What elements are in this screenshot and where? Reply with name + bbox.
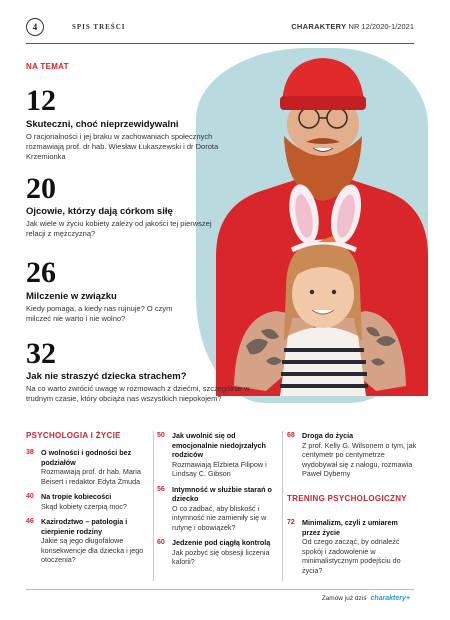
- column-divider: [282, 431, 283, 581]
- toc-entry[interactable]: [287, 518, 417, 575]
- feature-title[interactable]: Skuteczni, choć nieprzewidywalni: [26, 119, 179, 130]
- toc-column-3: [287, 431, 417, 485]
- entry-description: O co zadbać, aby bliskość i intymność nie zamieniły się w rutynę i obowiązek?: [172, 503, 267, 532]
- feature-description: Kiedy pomaga, a kiedy nas rujnuje? O czym milczeć nie warto i nie wolno?: [26, 304, 173, 323]
- entry-title: Minimalizm, czyli z umiarem przez życie: [302, 518, 398, 537]
- feature-title[interactable]: Milczenie w związku: [26, 291, 117, 302]
- entry-title: Na tropie kobiecości: [41, 492, 112, 501]
- entry-page-number: 60: [157, 539, 165, 546]
- feature-page-number: 12: [26, 84, 56, 117]
- feature-title[interactable]: Jak nie straszyć dziecka strachem?: [26, 371, 187, 382]
- section-label-psychologia: PSYCHOLOGIA I ŻYCIE: [26, 431, 121, 440]
- entry-title: Jedzenie pod ciągłą kontrolą: [172, 538, 271, 547]
- entry-page-number: 46: [26, 518, 34, 525]
- column-divider: [153, 431, 154, 581]
- entry-description: Jakie są jego długofalowe konsekwencje dla dziecka i jego otoczenia?: [41, 536, 144, 564]
- entry-page-number: 50: [157, 432, 165, 439]
- section-title: SPIS TREŚCI: [72, 23, 126, 31]
- entry-description: Z prof. Kelly G. Wilsonem o tym, jak centymetr po centymetrze wydobywał się z nałogu, rozmawia Paweł Dyberny: [302, 440, 417, 478]
- entry-title: Jak uwolnić się od emocjonalnie niedojrzałych rodziców: [172, 431, 266, 459]
- entry-page-number: 72: [287, 519, 295, 526]
- feature-description: O racjonalności i jej braku w zachowaniach społecznych rozmawiają prof. dr hab. Wiesław Łukaszewski i dr Dorota Krzemionka: [26, 132, 219, 161]
- entry-title: O wolności i godności bez podziałów: [41, 448, 132, 467]
- entry-description: Od czego zacząć, by odnaleźć spokój i zadowolenie w minimalistycznym podejściu do życia?: [302, 537, 401, 575]
- feature-description: Na co warto zwrócić uwagę w rozmowach z dziećmi, szczególnie w trudnym czasie, który obciąża nas wszystkich niepokojem?: [26, 384, 250, 403]
- toc-entry[interactable]: [26, 448, 148, 486]
- entry-title: Intymność w służbie starań o dziecko: [172, 484, 272, 503]
- feature-title[interactable]: Ojcowie, którzy dają córkom siłę: [26, 206, 173, 217]
- toc-entry[interactable]: [26, 492, 148, 511]
- entry-page-number: 40: [26, 493, 34, 500]
- hero-photo-father-daughter: [206, 56, 430, 396]
- entry-page-number: 38: [26, 449, 34, 456]
- feature-page-number: 20: [26, 172, 56, 205]
- toc-entry[interactable]: [157, 538, 277, 567]
- feature-page-number: 32: [26, 337, 56, 370]
- feature-page-number: 26: [26, 256, 56, 289]
- toc-entry[interactable]: [26, 517, 148, 565]
- issue-number: NR 12/2020-1/2021: [348, 22, 414, 31]
- entry-title: Kazirodztwo – patologia i cierpienie rodziny: [41, 517, 128, 536]
- toc-column-2: [157, 431, 277, 573]
- footer-divider: [26, 589, 414, 590]
- entry-page-number: 56: [157, 485, 165, 493]
- header-divider: [26, 43, 414, 44]
- entry-description: Skąd kobiety czerpią moc?: [41, 501, 127, 511]
- toc-entry[interactable]: [287, 431, 417, 479]
- entry-title: Droga do życia: [302, 431, 354, 440]
- page-number: 4: [26, 18, 44, 36]
- toc-entry[interactable]: [157, 431, 277, 479]
- entry-description: Rozmawiają Elżbieta Filipow i Lindsay C. Gibson: [172, 459, 267, 478]
- toc-column-1: [26, 448, 148, 571]
- brand-logo[interactable]: charaktery+: [370, 595, 410, 602]
- entry-description: Rozmawiają prof. dr hab. Maria Beisert i redaktor Edyta Żmuda: [41, 467, 141, 486]
- entry-page-number: 68: [287, 432, 295, 439]
- feature-description: Jak wiele w życiu kobiety zależy od jakości tej pierwszej relacji z mężczyzną?: [26, 219, 212, 238]
- toc-entry[interactable]: [157, 485, 277, 533]
- entry-description: Jak pozbyć się obsesji liczenia kalorii?: [172, 547, 270, 566]
- toc-column-3-trening: [287, 518, 417, 581]
- footer-promo[interactable]: [322, 595, 410, 602]
- magazine-name: CHARAKTERY: [291, 22, 347, 31]
- section-label-na-temat: NA TEMAT: [26, 62, 69, 71]
- section-label-trening: TRENING PSYCHOLOGICZNY: [287, 494, 407, 503]
- issue-label: [291, 22, 414, 31]
- footer-text: Zamów już dziś: [321, 595, 367, 602]
